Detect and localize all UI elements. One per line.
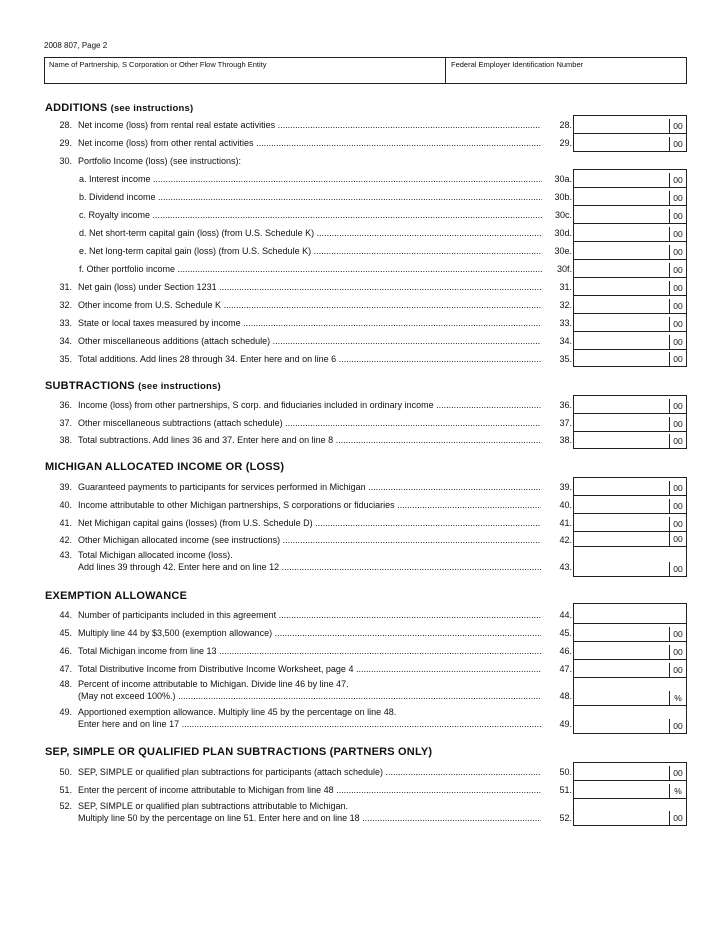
line-31-amount-field[interactable]: 00 <box>573 278 687 296</box>
line-30a-amount-field[interactable]: 00 <box>573 169 687 188</box>
entity-name-field[interactable] <box>45 58 446 83</box>
line-52: 52. SEP, SIMPLE or qualified plan subtractions attributable to Michigan. Multiply line 50 by the percentage on line 51. Enter here and on line 18 ..... 52. <box>0 801 728 827</box>
line-50-amount-field[interactable]: 00 <box>573 762 687 781</box>
section-subtractions-heading: SUBTRACTIONS (see instructions) <box>45 380 221 392</box>
fein-label: Federal Employer Identification Number <box>451 60 584 69</box>
line-30f-amount-field[interactable]: 00 <box>573 260 687 278</box>
line-30d-amount-field[interactable]: 00 <box>573 224 687 242</box>
line-34-amount-field[interactable]: 00 <box>573 332 687 350</box>
line-49-amount-field[interactable]: 00 <box>573 706 687 734</box>
line-45-amount-field[interactable]: 00 <box>573 624 687 642</box>
section-exemption-heading: EXEMPTION ALLOWANCE <box>45 590 188 602</box>
line-32-amount-field[interactable]: 00 <box>573 296 687 314</box>
header-box <box>44 57 687 84</box>
line-49: 49. Apportioned exemption allowance. Multiply line 45 by the percentage on line 48. Enter here and on line 17 ..... 49. <box>0 707 728 733</box>
line-42-amount-field[interactable]: 00 <box>573 532 687 547</box>
line-52-amount-field[interactable]: 00 <box>573 799 687 826</box>
line-38-amount-field[interactable]: 00 <box>573 432 687 449</box>
line-30c-amount-field[interactable]: 00 <box>573 206 687 224</box>
line-30e-amount-field[interactable]: 00 <box>573 242 687 260</box>
section-additions-heading: ADDITIONS (see instructions) <box>45 102 194 114</box>
line-40-amount-field[interactable]: 00 <box>573 496 687 514</box>
line-51-percent-field[interactable]: % <box>573 781 687 799</box>
line-37-amount-field[interactable]: 00 <box>573 414 687 432</box>
fein-field[interactable] <box>446 58 686 83</box>
line-46-amount-field[interactable]: 00 <box>573 642 687 660</box>
line-43: 43. Total Michigan allocated income (loss). Add lines 39 through 42. Enter here and on line 12 ..... 43. <box>0 550 728 576</box>
page-label: 2008 807, Page 2 <box>44 41 108 50</box>
section-sep-heading: SEP, SIMPLE OR QUALIFIED PLAN SUBTRACTIONS (PARTNERS ONLY) <box>45 746 433 758</box>
line-48-percent-field[interactable]: % <box>573 678 687 706</box>
line-29-amount-field[interactable]: 00 <box>573 134 687 152</box>
line-28-amount-field[interactable]: 00 <box>573 115 687 134</box>
line-30b-amount-field[interactable]: 00 <box>573 188 687 206</box>
line-36-amount-field[interactable]: 00 <box>573 395 687 414</box>
line-39-amount-field[interactable]: 00 <box>573 477 687 496</box>
line-48: 48. Percent of income attributable to Michigan. Divide line 46 by line 47. (May not exceed 100%.) ..... 48. <box>0 679 728 705</box>
line-33-amount-field[interactable]: 00 <box>573 314 687 332</box>
section-michigan-heading: MICHIGAN ALLOCATED INCOME OR (LOSS) <box>45 461 285 473</box>
line-43-amount-field[interactable]: 00 <box>573 547 687 577</box>
line-41-amount-field[interactable]: 00 <box>573 514 687 532</box>
line-44-participants-field[interactable] <box>573 603 687 624</box>
line-47-amount-field[interactable]: 00 <box>573 660 687 678</box>
line-35-amount-field[interactable]: 00 <box>573 350 687 367</box>
entity-name-label: Name of Partnership, S Corporation or Other Flow Through Entity <box>49 60 267 69</box>
